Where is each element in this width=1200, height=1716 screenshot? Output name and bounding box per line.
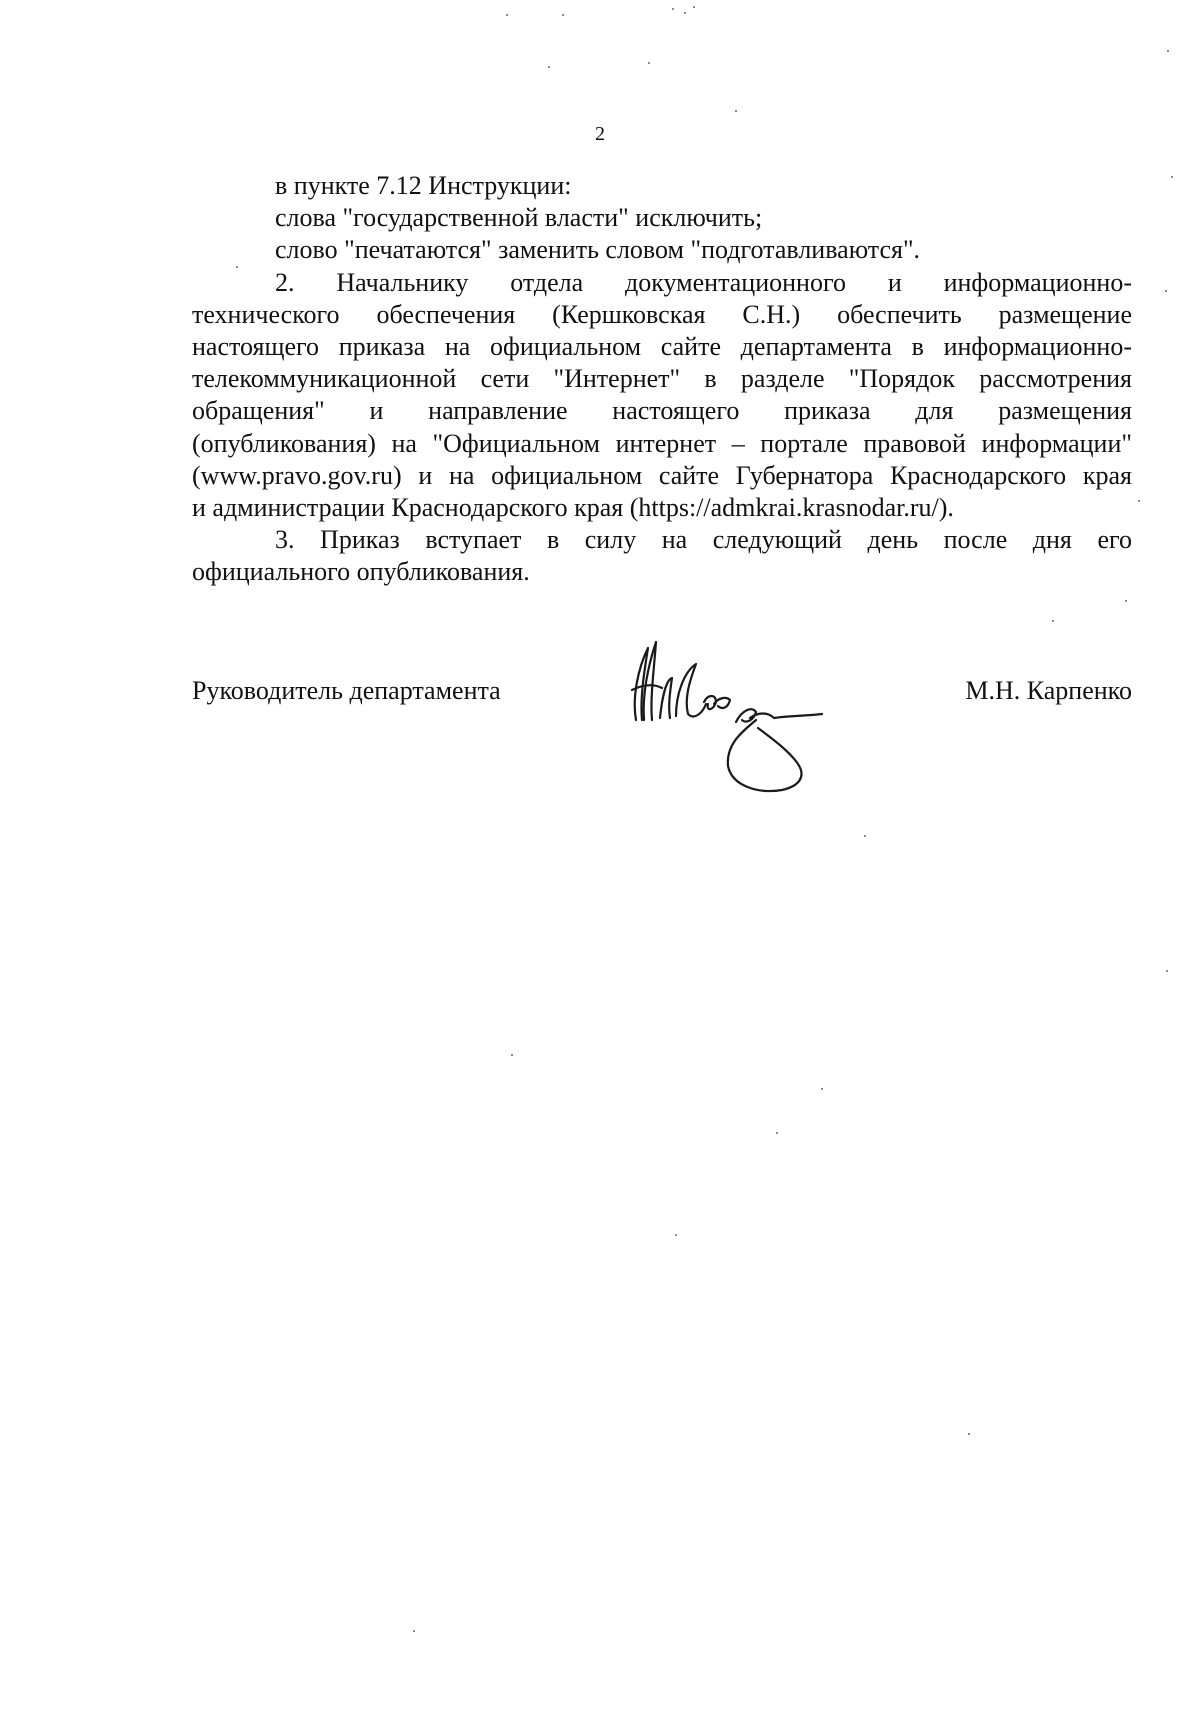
paragraph-2-line-6: (опубликования) на "Официальном интернет – портале правовой информации" [192, 428, 1132, 458]
scan-speck [511, 1054, 513, 1056]
paragraph-3-line-2: официального опубликования. [192, 557, 530, 587]
scan-speck [548, 66, 550, 68]
scan-speck [1165, 290, 1167, 292]
scan-speck [693, 6, 695, 8]
scan-speck [506, 14, 508, 16]
page-number: 2 [595, 123, 605, 145]
scan-speck [1052, 620, 1054, 622]
scan-speck [864, 835, 866, 837]
scan-speck [735, 110, 737, 112]
paragraph-2-line-2: технического обеспечения (Кершковская С.Н.) обеспечить размещение [192, 299, 1132, 329]
scan-speck [562, 14, 564, 16]
paragraph-2-line-8: и администрации Краснодарского края (https://admkrai.krasnodar.ru/). [192, 493, 954, 523]
scan-speck [1125, 600, 1127, 602]
scan-speck [968, 1433, 970, 1435]
scan-speck [1167, 50, 1169, 52]
scan-speck [1166, 970, 1168, 972]
document-body [192, 170, 1132, 589]
scan-speck [236, 266, 238, 268]
scan-speck [648, 62, 650, 64]
scan-speck [672, 8, 674, 10]
scan-speck [675, 1234, 677, 1236]
scan-speck [413, 1630, 415, 1632]
paragraph-2-line-5: обращения" и направление настоящего приказа для размещения [192, 396, 1132, 426]
scan-speck [1171, 176, 1173, 178]
scan-speck [776, 1132, 778, 1134]
text-line-3: слово "печатаются" заменить словом "подготавливаются". [275, 235, 921, 265]
signer-title: Руководитель департамента [192, 676, 501, 705]
text-line-2: слова "государственной власти" исключить; [275, 203, 763, 233]
handwritten-signature [618, 628, 868, 798]
signer-name: М.Н. Карпенко [965, 676, 1132, 705]
paragraph-2-line-3: настоящего приказа на официальном сайте департамента в информационно- [192, 332, 1132, 362]
scan-speck [1138, 500, 1140, 502]
paragraph-3-line-1: 3. Приказ вступает в силу на следующий день после дня его [275, 525, 1132, 555]
paragraph-2-line-4: телекоммуникационной сети "Интернет" в разделе "Порядок рассмотрения [192, 364, 1132, 394]
paragraph-2-line-1: 2. Начальнику отдела документационного и информационно- [275, 267, 1132, 297]
scan-speck [821, 1088, 823, 1090]
text-line-1: в пункте 7.12 Инструкции: [275, 171, 572, 200]
paragraph-2-line-7: (www.pravo.gov.ru) и на официальном сайте Губернатора Краснодарского края [192, 460, 1132, 490]
scan-speck [684, 12, 686, 14]
